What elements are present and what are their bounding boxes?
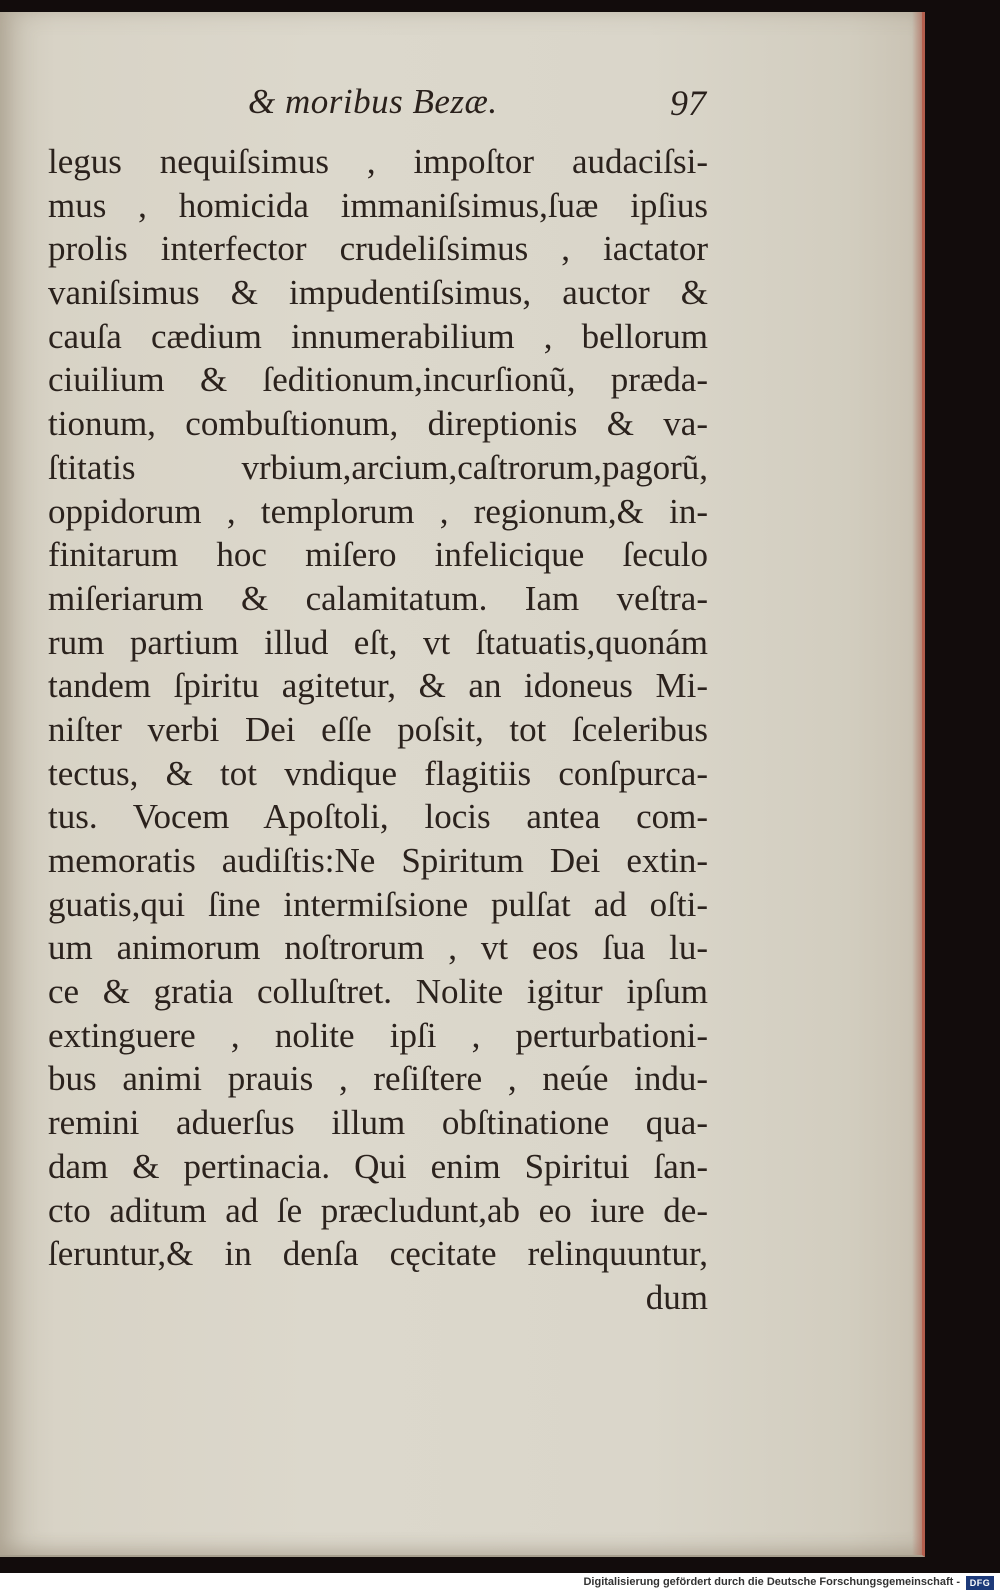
- page-number: 97: [670, 83, 706, 123]
- text-line: cauſa cædium innumerabilium , bellorum: [48, 316, 708, 356]
- text-line: tandem ſpiritu agitetur, & an idoneus Mi-: [48, 666, 708, 706]
- text-line: legus nequiſsimus , impoſtor audaciſsi-: [48, 142, 708, 181]
- text-line: extinguere , nolite ipſi , perturbationi-: [48, 1015, 708, 1055]
- footer-credit: Digitalisierung gefördert durch die Deutsche Forschungsgemeinschaft -: [583, 1576, 960, 1588]
- text-line: finitarum hoc miſero infelicique ſeculo: [48, 535, 708, 575]
- text-line: dam & pertinacia. Qui enim Spiritui ſan-: [48, 1146, 708, 1186]
- running-head: & moribus Bezæ.: [248, 82, 498, 121]
- text-line: ciuilium & ſeditionum,incurſionũ, præda-: [48, 360, 708, 400]
- text-line: um animorum noſtrorum , vt eos ſua lu-: [48, 928, 708, 968]
- text-line: tionum, combuſtionum, direptionis & va-: [48, 404, 708, 444]
- text-line: ſtitatis vrbium,arcium,caſtrorum,pagorũ,: [48, 447, 708, 487]
- text-line: memoratis audiſtis:Ne Spiritum Dei extin-: [48, 841, 708, 880]
- text-line: niſter verbi Dei eſſe poſsit, tot ſceleribus: [48, 709, 708, 749]
- text-line: miſeriarum & calamitatum. Iam veſtra-: [48, 578, 708, 618]
- body-text: [48, 140, 708, 1320]
- catchword: dum: [645, 1277, 708, 1317]
- dfg-logo-icon: DFG: [966, 1576, 994, 1590]
- text-line: ce & gratia colluſtret. Nolite igitur ipſum: [48, 972, 708, 1012]
- text-line: oppidorum , templorum , regionum,& in-: [48, 491, 708, 531]
- text-line: tectus, & tot vndique flagitiis conſpurca-: [48, 753, 708, 793]
- text-line: ſeruntur,& in denſa cęcitate relinquuntur,: [48, 1234, 708, 1274]
- text-line: prolis interfector crudeliſsimus , iactator: [48, 229, 708, 269]
- footer-bar: [0, 1573, 1000, 1595]
- text-line: tus. Vocem Apoſtoli, locis antea com-: [48, 797, 708, 837]
- text-line: vaniſsimus & impudentiſsimus, auctor &: [48, 273, 708, 313]
- text-line: cto aditum ad ſe præcludunt,ab eo iure de-: [48, 1190, 708, 1230]
- text-line: bus animi prauis , reſiſtere , neúe indu-: [48, 1059, 708, 1099]
- text-line: rum partium illud eſt, vt ſtatuatis,quonám: [48, 622, 708, 662]
- text-line: mus , homicida immaniſsimus,ſuæ ipſius: [48, 185, 708, 225]
- book-page: [0, 12, 925, 1557]
- text-line: remini aduerſus illum obſtinatione qua-: [48, 1103, 708, 1143]
- text-line: guatis,qui ſine intermiſsione pulſat ad oſti-: [48, 884, 708, 924]
